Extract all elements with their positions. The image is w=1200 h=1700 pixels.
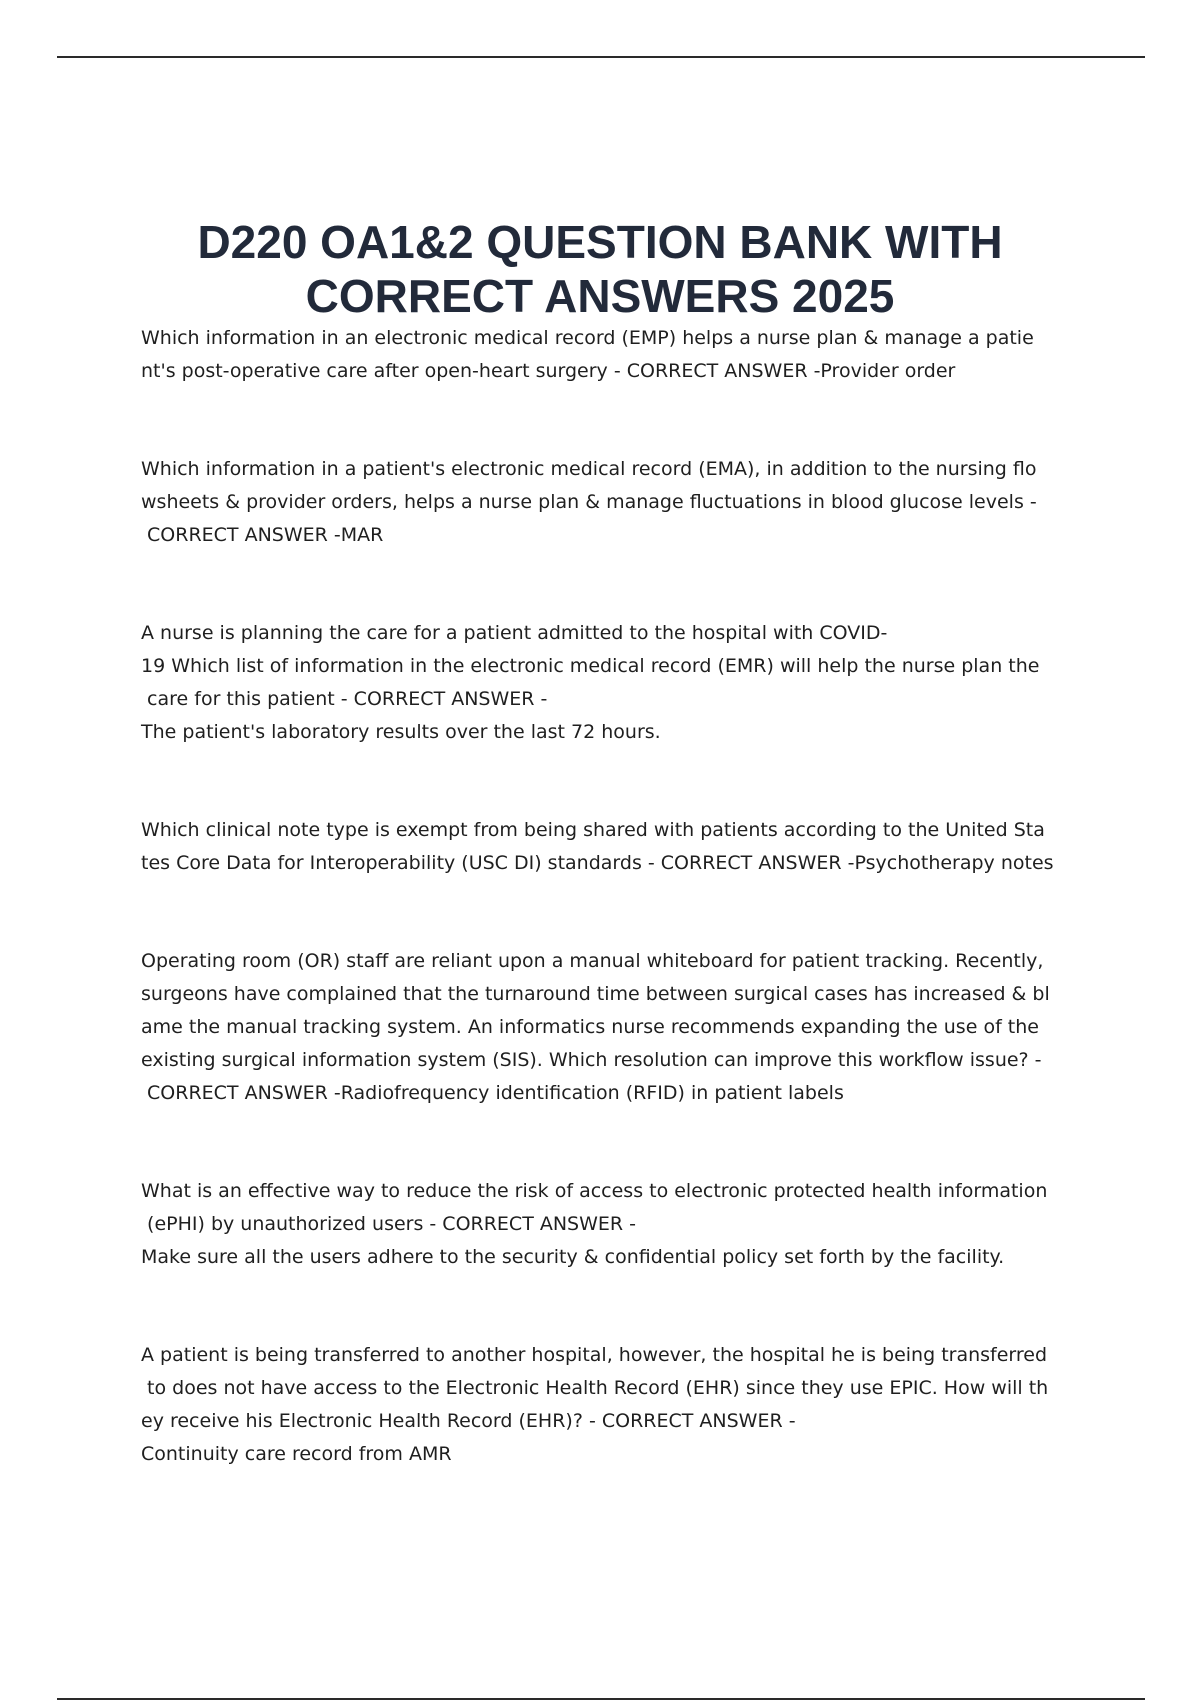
title-line-1: D220 OA1&2 QUESTION BANK WITH [197,216,1003,268]
qa-line: to does not have access to the Electronic Health Record (EHR) since they use EPIC. How will th [141,1377,1049,1399]
qa-item-7 [141,1339,1071,1471]
qa-line: Make sure all the users adhere to the security & confidential policy set forth by the facility. [141,1246,1005,1268]
title-line-2: CORRECT ANSWERS 2025 [305,270,895,322]
qa-line: Which information in a patient's electronic medical record (EMA), in addition to the nursing flo [141,458,1037,480]
document-title [60,215,1140,323]
qa-item-3 [141,617,1071,749]
qa-item-1 [141,322,1071,388]
qa-line: Which information in an electronic medical record (EMP) helps a nurse plan & manage a patie [141,327,1034,349]
qa-line: ey receive his Electronic Health Record (EHR)? - CORRECT ANSWER - [141,1410,796,1432]
qa-line: Operating room (OR) staff are reliant upon a manual whiteboard for patient tracking. Recently, [141,950,1044,972]
qa-line: tes Core Data for Interoperability (USC DI) standards - CORRECT ANSWER -Psychotherapy notes [141,852,1054,874]
qa-line: nt's post-operative care after open-heart surgery - CORRECT ANSWER -Provider order [141,360,956,382]
qa-line: A nurse is planning the care for a patient admitted to the hospital with COVID- [141,622,888,644]
qa-item-5 [141,945,1071,1110]
qa-line: CORRECT ANSWER -Radiofrequency identification (RFID) in patient labels [141,1082,844,1104]
qa-line: ame the manual tracking system. An informatics nurse recommends expanding the use of the [141,1016,1039,1038]
qa-line: What is an effective way to reduce the risk of access to electronic protected health information [141,1180,1048,1202]
qa-item-4 [141,814,1071,880]
qa-line: The patient's laboratory results over the last 72 hours. [141,721,661,743]
qa-line: wsheets & provider orders, helps a nurse plan & manage fluctuations in blood glucose levels - [141,491,1037,513]
qa-line: Continuity care record from AMR [141,1443,452,1465]
qa-line: 19 Which list of information in the electronic medical record (EMR) will help the nurse plan the [141,655,1040,677]
qa-line: (ePHI) by unauthorized users - CORRECT ANSWER - [141,1213,637,1235]
qa-item-2 [141,453,1071,552]
qa-line: care for this patient - CORRECT ANSWER - [141,688,548,710]
qa-line: A patient is being transferred to another hospital, however, the hospital he is being transferred [141,1344,1048,1366]
qa-line: existing surgical information system (SIS). Which resolution can improve this workflow issue? - [141,1049,1042,1071]
question-answer-list [141,322,1071,1536]
qa-line: surgeons have complained that the turnaround time between surgical cases has increased & bl [141,983,1050,1005]
qa-line: CORRECT ANSWER -MAR [141,524,384,546]
qa-item-6 [141,1175,1071,1274]
top-rule [57,56,1145,58]
qa-line: Which clinical note type is exempt from being shared with patients according to the United Sta [141,819,1045,841]
